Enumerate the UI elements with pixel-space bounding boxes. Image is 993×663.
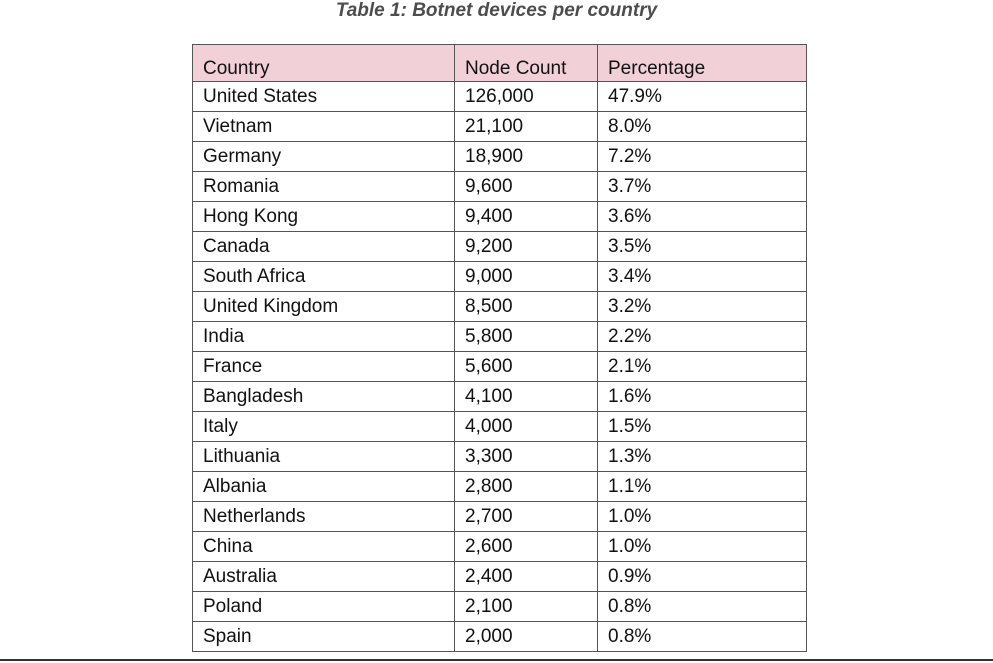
cell-node-count: 2,100 <box>455 592 598 622</box>
cell-country: Albania <box>193 472 455 502</box>
cell-country: Lithuania <box>193 442 455 472</box>
cell-percentage: 0.9% <box>598 562 807 592</box>
cell-country: France <box>193 352 455 382</box>
cell-country: South Africa <box>193 262 455 292</box>
header-percentage: Percentage <box>598 45 807 82</box>
cell-country: Italy <box>193 412 455 442</box>
table-row <box>193 412 807 442</box>
table-row <box>193 382 807 412</box>
table-row <box>193 562 807 592</box>
cell-percentage: 7.2% <box>598 142 807 172</box>
cell-percentage: 2.1% <box>598 352 807 382</box>
cell-percentage: 1.6% <box>598 382 807 412</box>
cell-percentage: 1.1% <box>598 472 807 502</box>
table-row <box>193 82 807 112</box>
cell-node-count: 8,500 <box>455 292 598 322</box>
cell-country: Hong Kong <box>193 202 455 232</box>
header-node-count: Node Count <box>455 45 598 82</box>
table-caption: Table 1: Botnet devices per country <box>335 0 658 21</box>
table-row <box>193 232 807 262</box>
cell-node-count: 5,800 <box>455 322 598 352</box>
cell-country: Poland <box>193 592 455 622</box>
cell-percentage: 3.4% <box>598 262 807 292</box>
cell-country: Vietnam <box>193 112 455 142</box>
table-row <box>193 592 807 622</box>
cell-percentage: 2.2% <box>598 322 807 352</box>
cell-country: Bangladesh <box>193 382 455 412</box>
cell-node-count: 4,100 <box>455 382 598 412</box>
cell-node-count: 5,600 <box>455 352 598 382</box>
bottom-divider <box>0 659 993 661</box>
cell-node-count: 9,200 <box>455 232 598 262</box>
table-row <box>193 442 807 472</box>
header-country: Country <box>193 45 455 82</box>
table-body <box>193 82 807 652</box>
cell-node-count: 9,600 <box>455 172 598 202</box>
cell-node-count: 9,000 <box>455 262 598 292</box>
cell-country: United States <box>193 82 455 112</box>
cell-country: Australia <box>193 562 455 592</box>
cell-country: India <box>193 322 455 352</box>
cell-node-count: 21,100 <box>455 112 598 142</box>
cell-node-count: 3,300 <box>455 442 598 472</box>
cell-node-count: 18,900 <box>455 142 598 172</box>
table-header-row <box>193 45 807 82</box>
cell-country: China <box>193 532 455 562</box>
table-row <box>193 532 807 562</box>
cell-node-count: 9,400 <box>455 202 598 232</box>
cell-percentage: 1.5% <box>598 412 807 442</box>
table-row <box>193 142 807 172</box>
botnet-devices-table <box>192 44 807 652</box>
cell-percentage: 3.6% <box>598 202 807 232</box>
cell-percentage: 8.0% <box>598 112 807 142</box>
table-row <box>193 352 807 382</box>
cell-node-count: 2,700 <box>455 502 598 532</box>
cell-node-count: 126,000 <box>455 82 598 112</box>
cell-percentage: 3.5% <box>598 232 807 262</box>
cell-percentage: 47.9% <box>598 82 807 112</box>
cell-node-count: 4,000 <box>455 412 598 442</box>
cell-node-count: 2,600 <box>455 532 598 562</box>
table-row <box>193 202 807 232</box>
table-row <box>193 112 807 142</box>
cell-percentage: 0.8% <box>598 592 807 622</box>
cell-country: United Kingdom <box>193 292 455 322</box>
cell-percentage: 0.8% <box>598 622 807 652</box>
table-row <box>193 322 807 352</box>
cell-percentage: 1.3% <box>598 442 807 472</box>
cell-node-count: 2,000 <box>455 622 598 652</box>
cell-country: Romania <box>193 172 455 202</box>
cell-percentage: 1.0% <box>598 532 807 562</box>
cell-percentage: 1.0% <box>598 502 807 532</box>
table-row <box>193 472 807 502</box>
cell-country: Netherlands <box>193 502 455 532</box>
cell-node-count: 2,400 <box>455 562 598 592</box>
table-row <box>193 622 807 652</box>
cell-country: Spain <box>193 622 455 652</box>
table-row <box>193 502 807 532</box>
cell-country: Canada <box>193 232 455 262</box>
table-row <box>193 262 807 292</box>
cell-country: Germany <box>193 142 455 172</box>
cell-percentage: 3.2% <box>598 292 807 322</box>
cell-percentage: 3.7% <box>598 172 807 202</box>
table-row <box>193 292 807 322</box>
cell-node-count: 2,800 <box>455 472 598 502</box>
table-row <box>193 172 807 202</box>
